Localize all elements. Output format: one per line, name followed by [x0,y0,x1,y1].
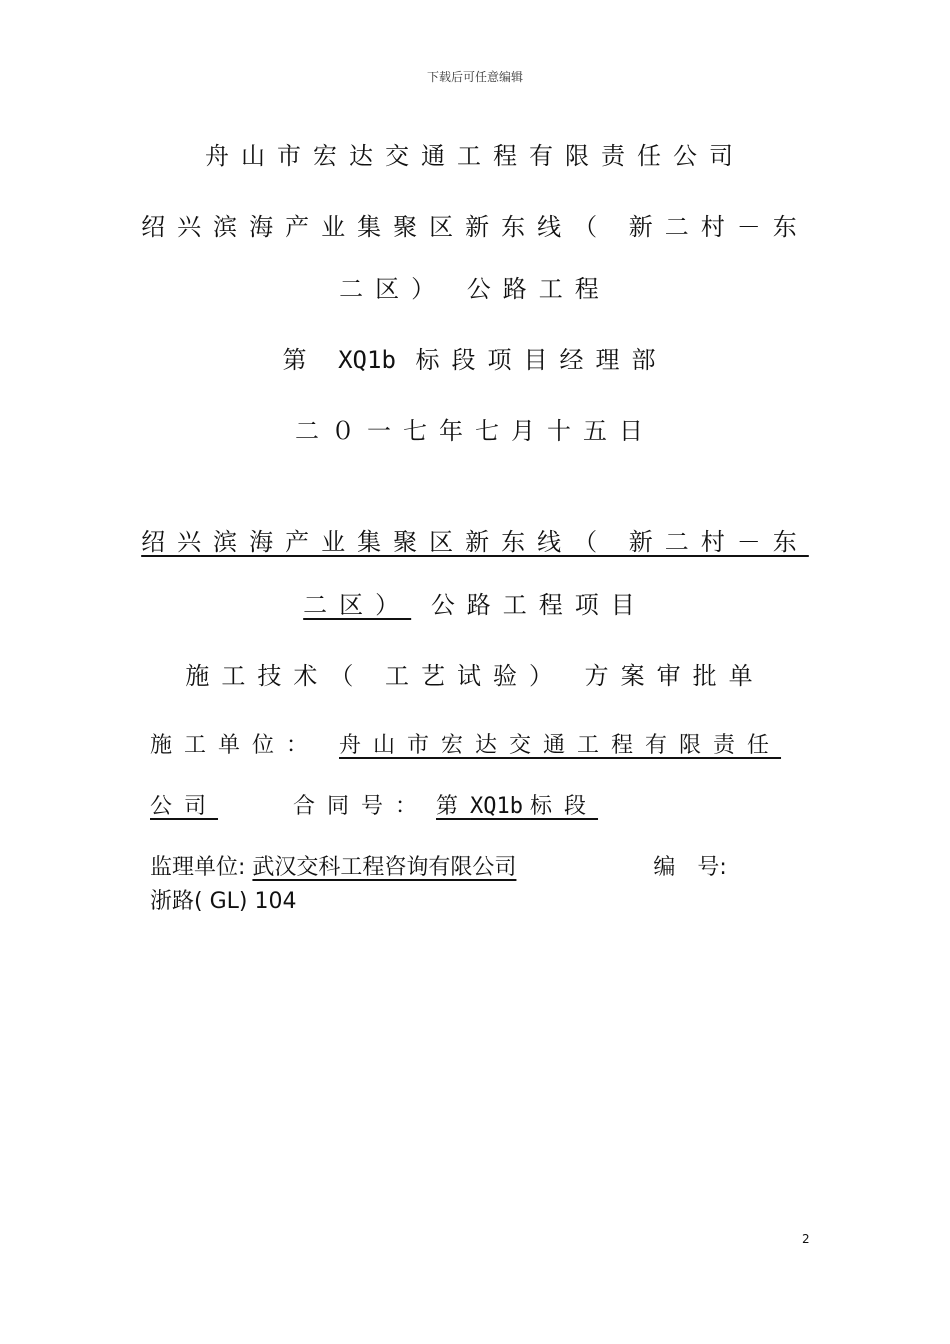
document-date: 二０一七年七月十五日 [295,417,655,445]
supervision-value: 武汉交科工程咨询有限公司 [252,855,517,880]
page-number: 2 [802,1232,810,1246]
contract-row [150,789,598,820]
project-title-line1: 绍兴滨海产业集聚区新东线（ 新二村－东 [141,213,809,241]
form-title-line1: 绍兴滨海产业集聚区新东线（ 新二村－东 [141,528,809,556]
contract-value [436,794,598,819]
form-title-rest: 公路工程项目 [430,591,647,619]
contract-value-code: XQ1b [470,794,524,819]
project-title-line2: 二区） 公路工程 [339,275,611,303]
contract-label: 合同号： [293,794,430,819]
contract-value-suffix: 标段 [530,794,599,819]
form-title-underlined: 二区） [303,591,412,619]
company-name: 舟山市宏达交通工程有限责任公司 [205,142,745,170]
construction-unit-row [150,728,781,759]
page-header: 下载后可任意编辑 [426,70,523,84]
supervision-label: 监理单位: [150,855,246,880]
section-suffix: 标段项目经理部 [415,346,668,374]
number-value: 浙路( GL) 104 [150,889,297,914]
contract-value-prefix: 第 [436,794,471,819]
construction-unit-label: 施工单位： [150,733,321,758]
section-prefix: 第 [282,346,319,374]
form-name: 施工技术（ 工艺试验） 方案审批单 [185,662,765,690]
construction-unit-value-cont: 公司 [150,794,219,819]
section-department [0,340,950,375]
construction-unit-value: 舟山市宏达交通工程有限责任 [339,733,782,758]
form-title-line2 [0,585,950,620]
supervision-row [150,850,770,881]
number-label: 编 号: [653,855,727,880]
section-code: XQ1b [338,346,396,374]
